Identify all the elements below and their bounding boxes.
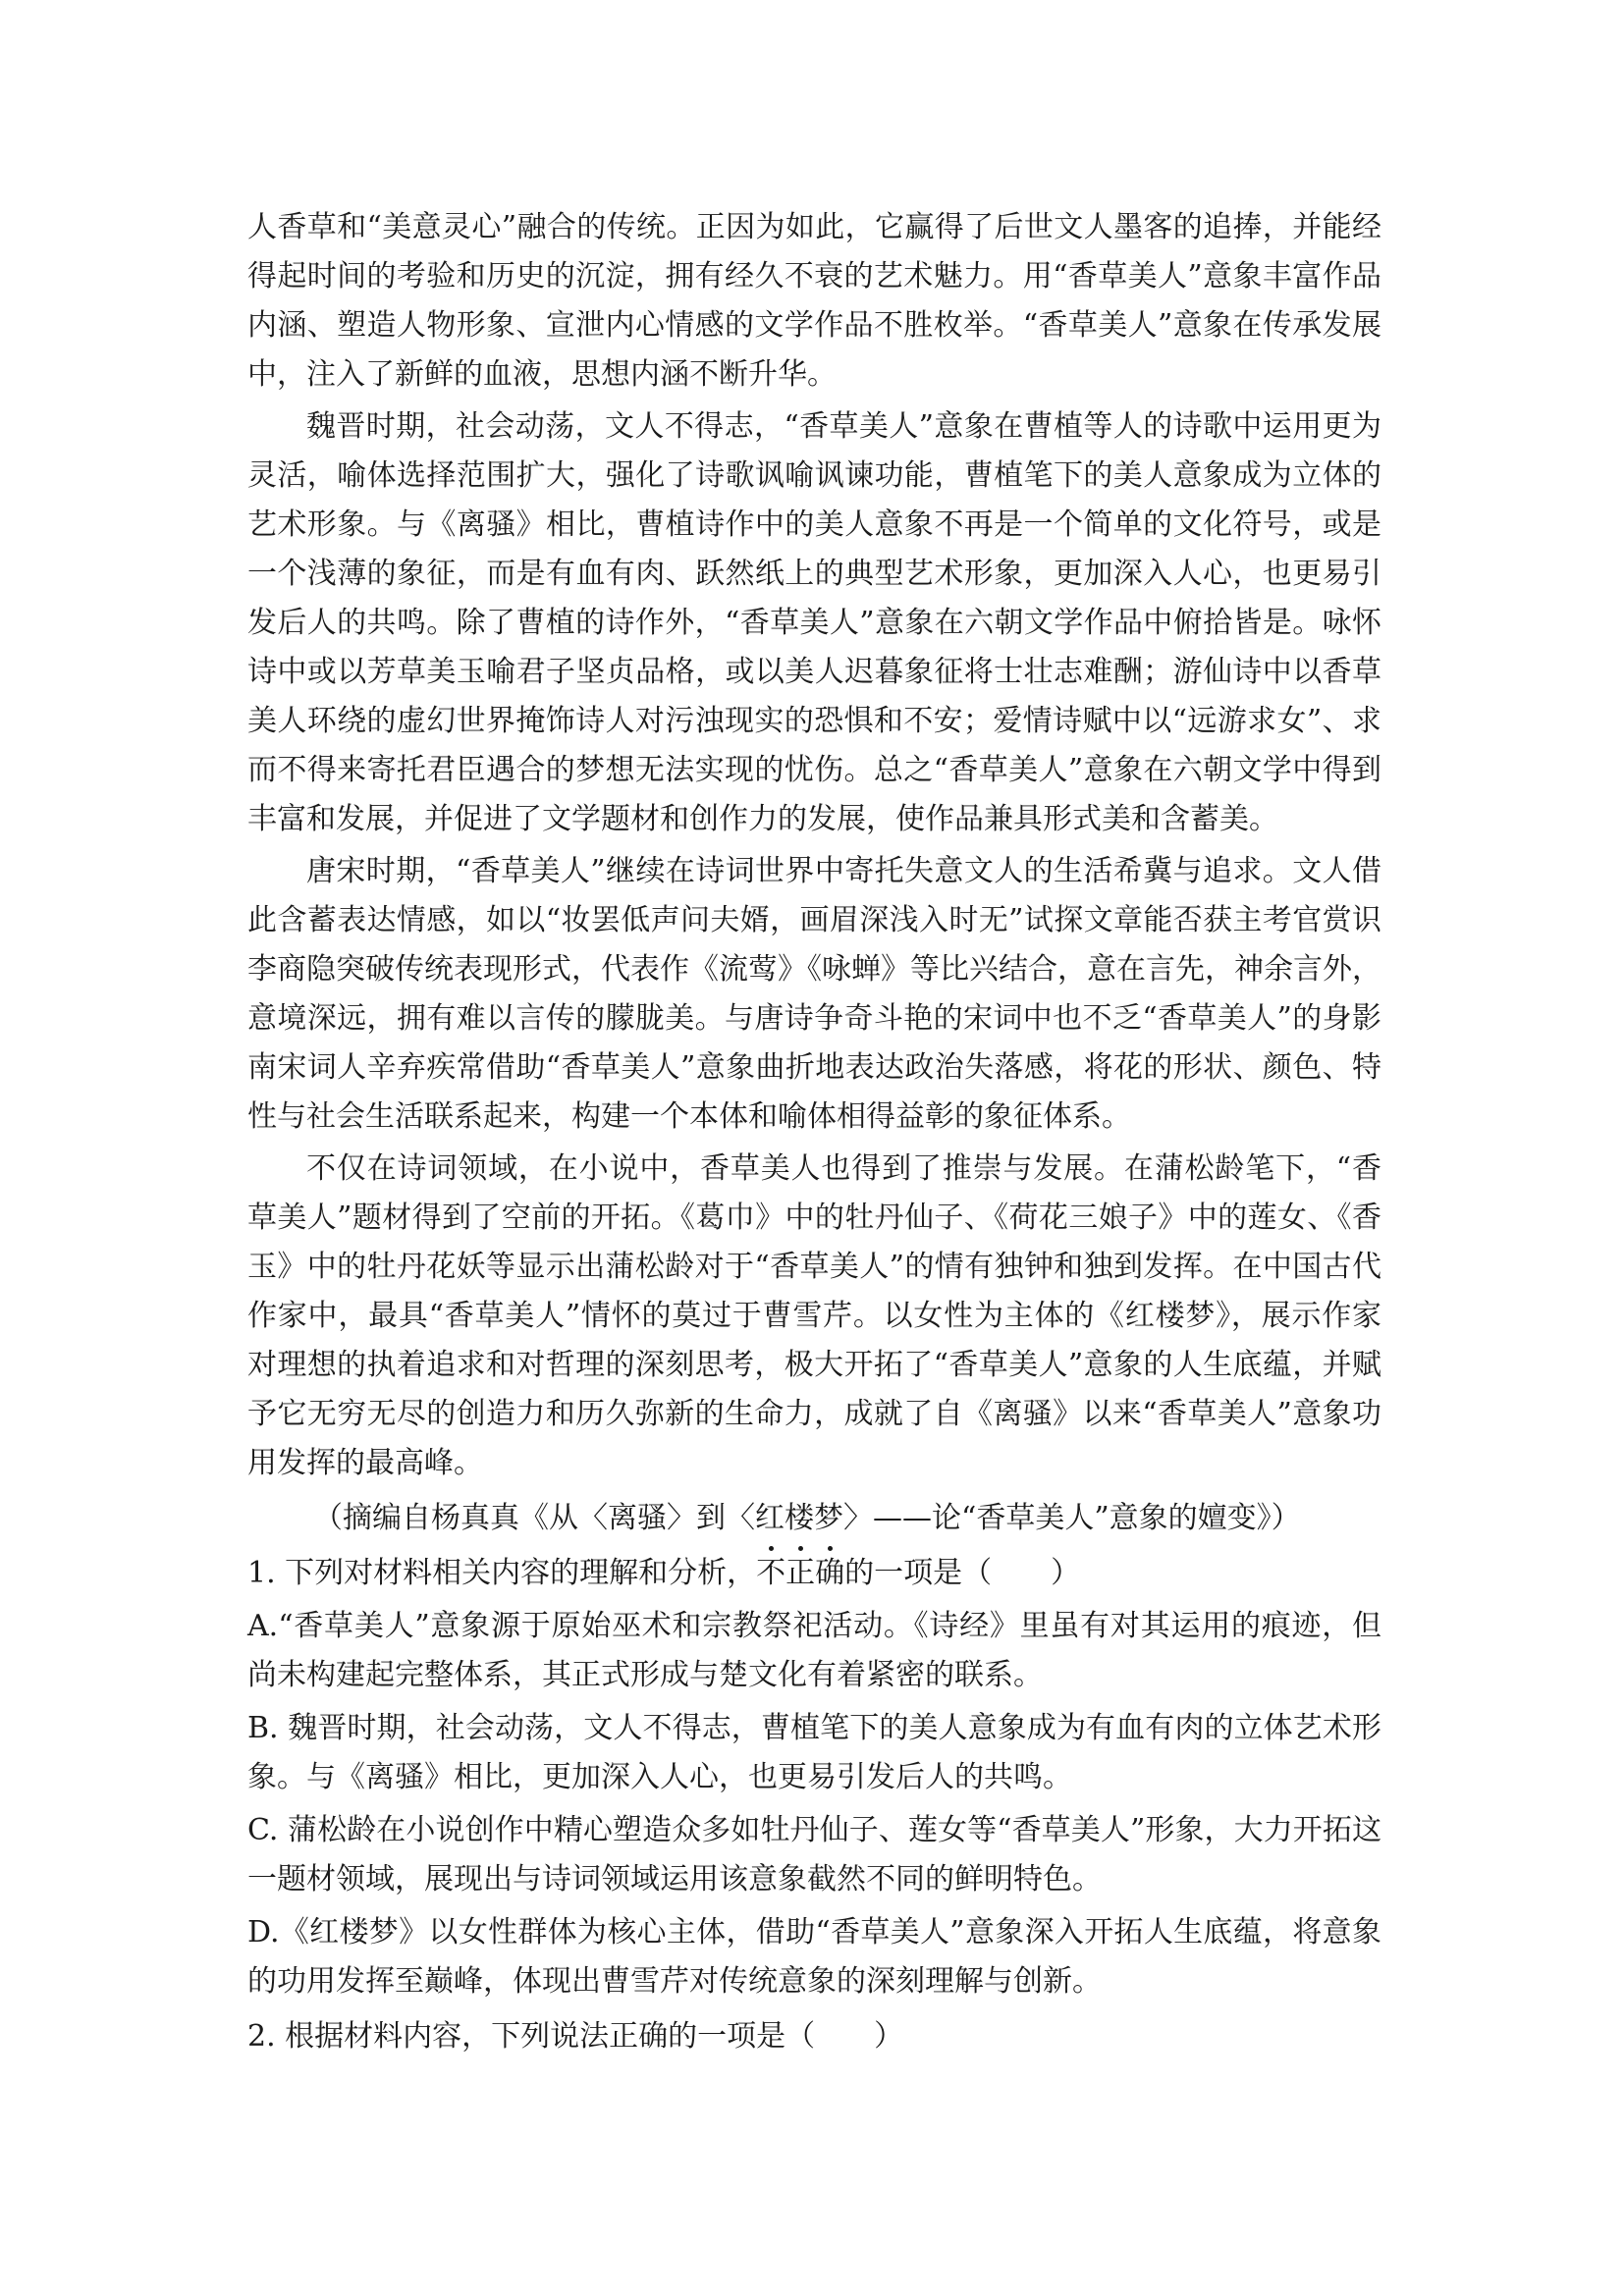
question-2 <box>247 2012 1381 2061</box>
question-1-stem-pre: 1. 下列对材料相关内容的理解和分析， <box>247 1556 757 1590</box>
question-1-option-a[interactable]: A.“香草美人”意象源于原始巫术和宗教祭祀活动。《诗经》里虽有对其运用的痕迹，但尚未构建起完整体系，其正式形成与楚文化有着紧密的联系。 <box>247 1609 1381 1692</box>
emphasis-char: 正 <box>785 1549 815 1598</box>
passage-source: （摘编自杨真真《从〈离骚〉到〈红楼梦〉——论“香草美人”意象的嬗变》） <box>313 1501 1301 1535</box>
passage-paragraph-3: 唐宋时期，“香草美人”继续在诗词世界中寄托失意文人的生活希冀与追求。文人借此含蓄表达情感，如以“妆罢低声问夫婿，画眉深浅入时无”试探文章能否获主考官赏识李商隐突破传统表现形式，代表作《流莺》《咏蝉》等比兴结合，意在言先，神余言外，意境深远，拥有难以言传的朦胧美。与唐诗争奇斗艳的宋词中也不乏“香草美人”的身影南宋词人辛弃疾常借助“香草美人”意象曲折地表达政治失落感，将花的形状、颜色、特性与社会生活联系起来，构建一个本体和喻体相得益彰的象征体系。 <box>247 854 1381 1134</box>
question-1-option-d[interactable]: D.《红楼梦》以女性群体为核心主体，借助“香草美人”意象深入开拓人生底蕴，将意象的功用发挥至巅峰，体现出曹雪芹对传统意象的深刻理解与创新。 <box>247 1915 1381 1999</box>
passage-paragraph-2: 魏晋时期，社会动荡，文人不得志，“香草美人”意象在曹植等人的诗歌中运用更为灵活，喻体选择范围扩大，强化了诗歌讽喻讽谏功能，曹植笔下的美人意象成为立体的艺术形象。与《离骚》相比，曹植诗作中的美人意象不再是一个简单的文化符号，或是一个浅薄的象征，而是有血有肉、跃然纸上的典型艺术形象，更加深入人心，也更易引发后人的共鸣。除了曹植的诗作外，“香草美人”意象在六朝文学作品中俯拾皆是。咏怀诗中或以芳草美玉喻君子坚贞品格，或以美人迟暮象征将士壮志难酬；游仙诗中以香草美人环绕的虚幻世界掩饰诗人对污浊现实的恐惧和不安；爱情诗赋中以“远游求女”、求而不得来寄托君臣遇合的梦想无法实现的忧伤。总之“香草美人”意象在六朝文学中得到丰富和发展，并促进了文学题材和创作力的发展，使作品兼具形式美和含蓄美。 <box>247 409 1381 836</box>
question-1-stem-post: 的一项是（ <box>844 1556 993 1590</box>
question-2-stem <box>247 2012 1381 2061</box>
passage-paragraph-4: 不仅在诗词领域，在小说中，香草美人也得到了推崇与发展。在蒲松龄笔下，“香草美人”题材得到了空前的开拓。《葛巾》中的牡丹仙子、《荷花三娘子》中的莲女、《香玉》中的牡丹花妖等显示出蒲松龄对于“香草美人”的情有独钟和独到发挥。在中国古代作家中，最具“香草美人”情怀的莫过于曹雪芹。以女性为主体的《红楼梦》，展示作家对理想的执着追求和对哲理的深刻思考，极大开拓了“香草美人”意象的人生底蕴，并赋予它无穷无尽的创造力和历久弥新的生命力，成就了自《离骚》以来“香草美人”意象功用发挥的最高峰。 <box>247 1151 1381 1480</box>
emphasis-char: 不 <box>756 1549 785 1598</box>
emphasis-char: 确 <box>815 1549 844 1598</box>
exam-page <box>247 203 1381 2061</box>
question-1-stem-close: ） <box>1051 1556 1081 1590</box>
question-2-stem-pre: 2. 根据材料内容，下列说法正确的一项是（ <box>247 2019 816 2054</box>
question-1 <box>247 1549 1381 2006</box>
question-1-stem <box>247 1549 1381 1598</box>
emphasis-dotted-text <box>756 1556 844 1590</box>
question-1-option-b[interactable]: B. 魏晋时期，社会动荡，文人不得志，曹植笔下的美人意象成为有血有肉的立体艺术形象。与《离骚》相比，更加深入人心，也更易引发后人的共鸣。 <box>247 1711 1381 1794</box>
question-1-option-c[interactable]: C. 蒲松龄在小说创作中精心塑造众多如牡丹仙子、莲女等“香草美人”形象，大力开拓这一题材领域，展现出与诗词领域运用该意象截然不同的鲜明特色。 <box>247 1813 1381 1896</box>
question-2-stem-close: ） <box>874 2019 904 2054</box>
passage-paragraph-1: 人香草和“美意灵心”融合的传统。正因为如此，它赢得了后世文人墨客的追捧，并能经得起时间的考验和历史的沉淀，拥有经久不衰的艺术魅力。用“香草美人”意象丰富作品内涵、塑造人物形象、宣泄内心情感的文学作品不胜枚举。“香草美人”意象在传承发展中，注入了新鲜的血液，思想内涵不断升华。 <box>247 210 1381 392</box>
